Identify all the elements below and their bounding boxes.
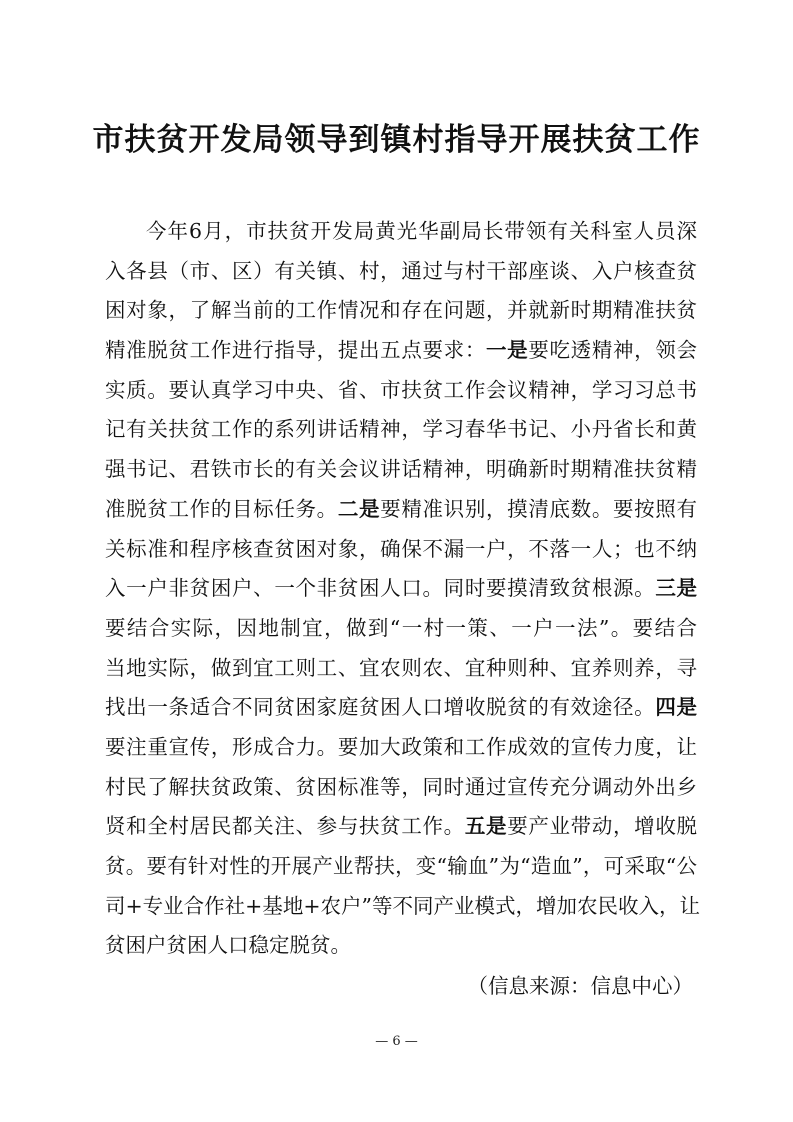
body-text: 贫。要有针对性的开展产业帮扶，变“输血”为“造血”，可采取“公 [105,854,697,878]
body-text: 要产业带动，增收脱 [507,814,698,839]
body-text: 司+专业合作社+基地+农户”等不同产业模式，增加农民收入，让 [105,893,701,918]
text-line [105,807,697,847]
text-line [105,887,701,927]
emphasis-text: 四是 [655,695,698,720]
text-line [105,212,697,252]
emphasis-text: 三是 [655,576,698,601]
text-line [105,450,697,490]
body-text: 记有关扶贫工作的系列讲话精神，学习春华书记、小丹省长和黄 [105,417,697,442]
text-line [105,490,697,530]
body-text: 今年6月，市扶贫开发局黄光华副局长带领有关科室人员深 [146,219,697,243]
body-text: 要吃透精神，领会 [528,338,698,363]
body-text: 关标准和程序核查贫困对象，确保不漏一户，不落一人；也不纳 [105,536,697,561]
body-text: 入各县（市、区）有关镇、村，通过与村干部座谈、入户核查贫 [105,258,697,283]
text-line [105,371,697,411]
text-line [105,291,697,331]
emphasis-text: 二是 [337,496,381,521]
emphasis-text: 五是 [464,814,508,839]
text-line [105,609,697,649]
body-text: 贫困户贫困人口稳定脱贫。 [105,933,351,958]
body-text: 贤和全村居民都关注、参与扶贫工作。 [105,814,465,839]
body-text: 村民了解扶贫政策、贫困标准等，同时通过宣传充分调动外出乡 [105,774,697,799]
body-text: 精准脱贫工作进行指导，提出五点要求： [105,338,486,363]
text-line [105,688,697,728]
text-line [105,649,697,689]
emphasis-text: 一是 [486,338,529,363]
body-text: 当地实际，做到宜工则工、宜农则农、宜种则种、宜养则养，寻 [105,655,697,680]
text-line [105,847,697,887]
body-text: 要结合实际，因地制宜，做到“一村一策、一户一法”。要结合 [105,615,697,640]
body-text: 入一户非贫困户、一个非贫困人口。同时要摸清致贫根源。 [105,576,656,601]
body-text: 要精准识别，摸清底数。要按照有 [380,496,698,521]
text-line [105,768,697,808]
text-line [105,331,697,371]
body-text: 要注重宣传，形成合力。要加大政策和工作成效的宣传力度，让 [105,734,697,759]
text-line [105,530,697,570]
body-text: 准脱贫工作的目标任务。 [105,496,338,521]
body-text: 困对象，了解当前的工作情况和存在问题，并就新时期精准扶贫 [105,298,697,323]
body-paragraph [105,212,701,966]
body-text: 找出一条适合不同贫困家庭贫困人口增收脱贫的有效途径。 [105,695,656,720]
document-title: 市扶贫开发局领导到镇村指导开展扶贫工作 [92,122,701,158]
page-number: — 6 — [375,1034,418,1049]
text-line [105,410,697,450]
text-line [105,252,697,292]
body-text: 强书记、君铁市长的有关会议讲话精神，明确新时期精准扶贫精 [105,457,697,482]
text-line [105,569,697,609]
text-line [105,728,697,768]
body-text: 实质。要认真学习中央、省、市扶贫工作会议精神，学习习总书 [105,377,697,402]
text-line [105,926,697,966]
source-note: （信息来源：信息中心） [467,974,693,998]
